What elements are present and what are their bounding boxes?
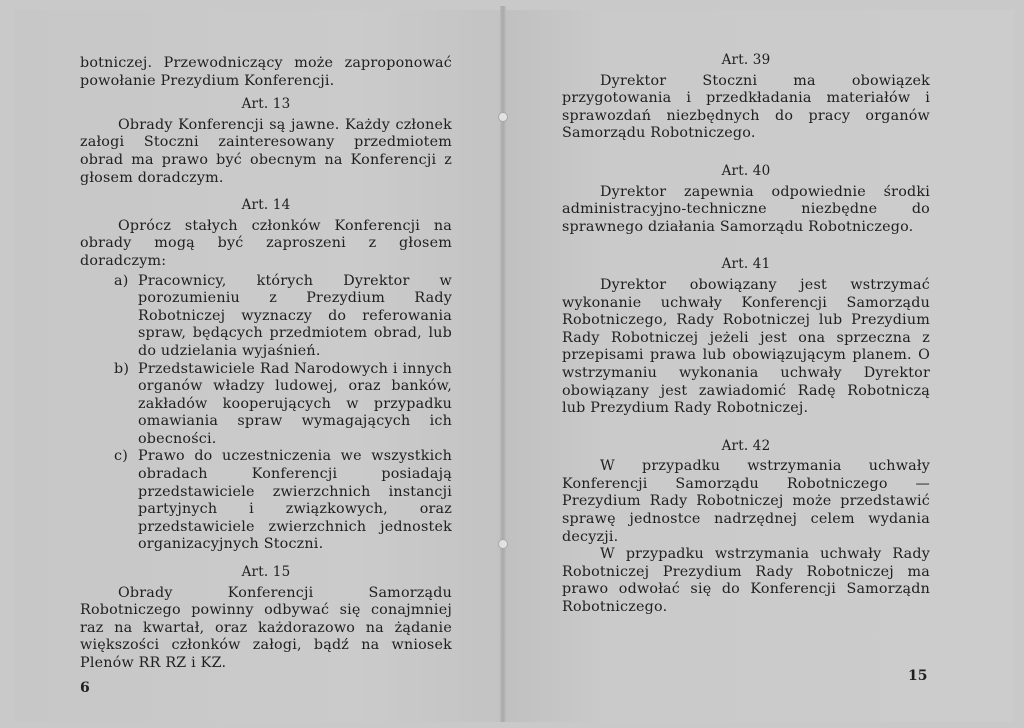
article-heading: Art. 41 [721, 256, 771, 273]
list-item [114, 448, 452, 554]
right-page-text [562, 52, 930, 617]
article-heading: Art. 39 [721, 52, 771, 68]
intro-paragraph: botniczej. Przewodniczący może zaproponować powołanie Prezydium Konferencji. [80, 55, 452, 89]
binding-hole [498, 112, 508, 122]
page-number: 15 [908, 668, 928, 684]
list-item [114, 273, 452, 361]
list-item-text: Przedstawiciele Rad Narodowych i innych organów władzy ludowej, oraz banków, zakładów kooperujących w przypadku omawiania spraw wymagających ich obecności. [138, 360, 452, 447]
list-item [114, 361, 452, 449]
article-paragraph: Dyrektor obowiązany jest wstrzymać wykonanie uchwały Konferencji Samorządu Robotniczego, Rady Robotniczej lub Prezydium Rady Robotniczej jeżeli jest ona sprzeczna z przepisami prawa lub obowiązującym planem. O wstrzymaniu wykonania uchwały Dyrektor obowiązany jest zawiadomić Radę Robotniczą lub Prezydium Rady Robotniczej. [562, 276, 930, 417]
article-paragraph: Dyrektor Stoczni ma obowiązek przygotowania i przedkładania materiałów i sprawozdań niezbędnych do pracy organów Samorządu Robotniczego. [562, 72, 930, 142]
list-item-marker: a) [114, 272, 129, 289]
binding-hole [498, 539, 508, 549]
list-item-text: Pracownicy, których Dyrektor w porozumieniu z Prezydium Rady Robotniczej wyznaczy do referowania spraw, będących przedmiotem obrad, lub do udzielania wyjaśnień. [138, 272, 452, 359]
article-paragraph: W przypadku wstrzymania uchwały Rady Robotniczej Prezydium Rady Robotniczej ma prawo odwołać się do Konferencji Samorządn Robotniczego. [562, 546, 930, 616]
list-item-marker: b) [114, 360, 130, 377]
article-paragraph: Dyrektor zapewnia odpowiednie środki administracyjno-techniczne niezbędne do sprawnego działania Samorządu Robotniczego. [562, 183, 930, 235]
left-page-text [80, 55, 452, 673]
article-heading: Art. 14 [241, 197, 291, 214]
list-item-text: Prawo do uczestniczenia we wszystkich obradach Konferencji posiadają przedstawiciele zwierzchnich instancji partyjnych i związkowych, oraz przedstawiciele zwierzchnich jednostek organizacyjnych Stoczni. [138, 448, 452, 553]
page-number: 6 [80, 680, 90, 696]
article-heading: Art. 42 [721, 437, 771, 454]
list-item-marker: c) [114, 448, 128, 465]
article-item-list [80, 273, 452, 555]
article-paragraph: Oprócz stałych członków Konferencji na obrady mogą być zaproszeni z głosem doradczym: [80, 217, 452, 269]
article-heading: Art. 40 [721, 162, 771, 179]
article-paragraph: W przypadku wstrzymania uchwały Konferencji Samorządu Robotniczego — Prezydium Rady Robotniczej może przedstawić sprawę jednostce nadrzędnej celem wydania decyzji. [562, 458, 930, 545]
article-paragraph: Obrady Konferencji są jawne. Każdy członek załogi Stoczni zainteresowany przedmiotem obrad ma prawo być obecnym na Konferencji z głosem doradczym. [80, 116, 452, 186]
article-heading: Art. 15 [241, 564, 291, 581]
article-paragraph: Obrady Konferencji Samorządu Robotniczego powinny odbywać się conajmniej raz na kwartał, oraz każdorazowo na żądanie większości członków załogi, bądź na wniosek Plenów RR RZ i KZ. [80, 584, 452, 671]
article-heading: Art. 13 [241, 96, 291, 113]
